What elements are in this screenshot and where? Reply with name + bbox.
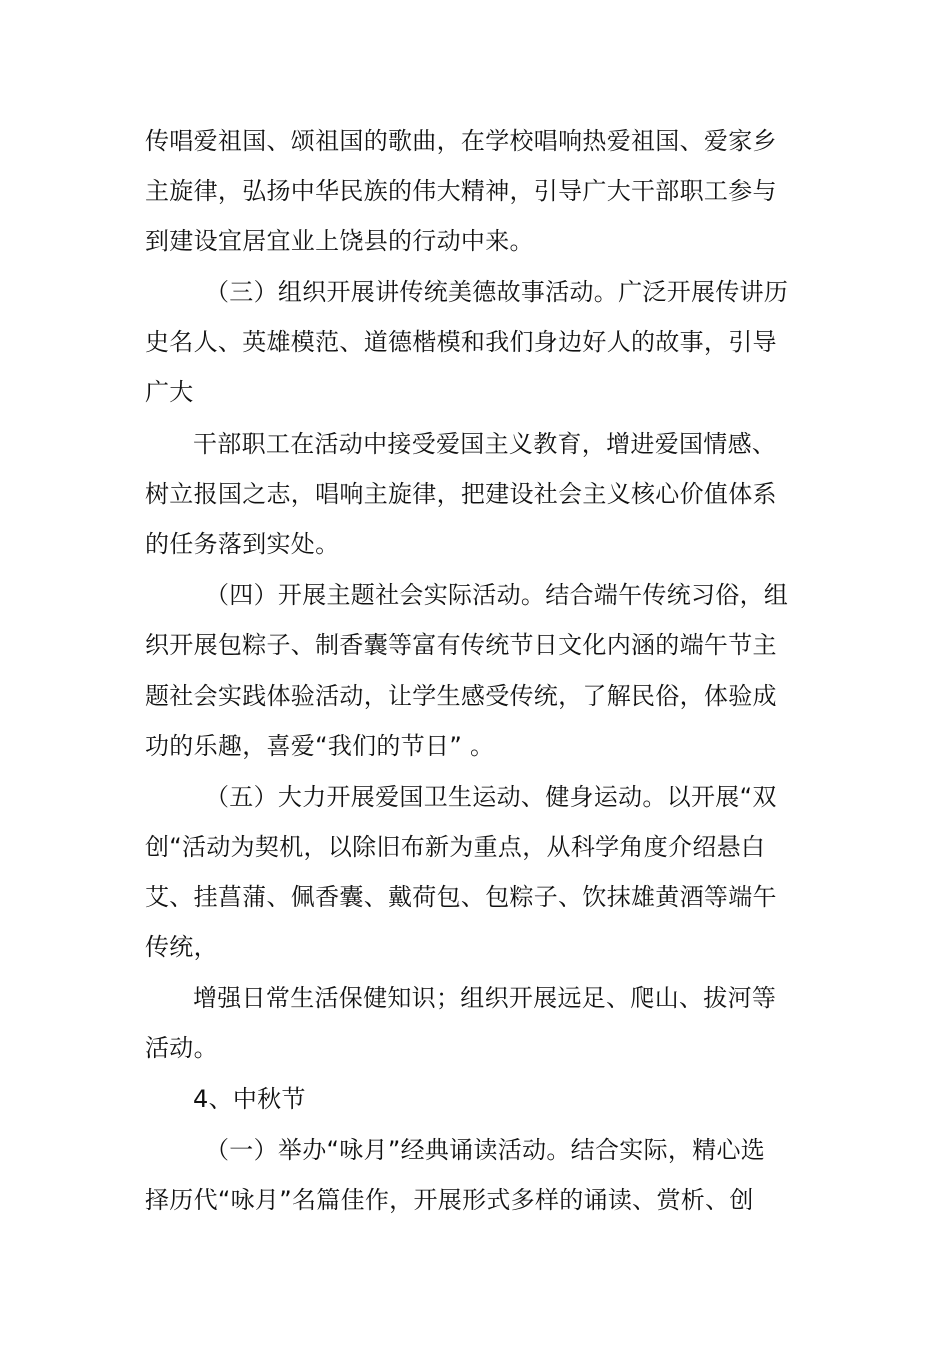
paragraph-heading: （四）开展主题社会实际活动。结合端午传统习俗，组 bbox=[205, 581, 789, 609]
text-line: 功的乐趣，喜爱“我们的节日” 。 bbox=[145, 732, 495, 760]
text-line: 活动。 bbox=[145, 1034, 218, 1062]
text-line: 主旋律，弘扬中华民族的伟大精神，引导广大干部职工参与 bbox=[145, 177, 777, 205]
text-line: 增强日常生活保健知识；组织开展远足、爬山、拔河等 bbox=[193, 984, 777, 1012]
text-line: 的任务落到实处。 bbox=[145, 530, 340, 558]
text-line: 传统， bbox=[145, 933, 218, 961]
section-heading: 4、中秋节 bbox=[193, 1085, 306, 1113]
text-line: 树立报国之志，唱响主旋律，把建设社会主义核心价值体系 bbox=[145, 480, 777, 508]
text-line: 传唱爱祖国、颂祖国的歌曲，在学校唱响热爱祖国、爱家乡 bbox=[145, 127, 777, 155]
text-line: 广大 bbox=[145, 378, 194, 406]
text-line: 艾、挂菖蒲、佩香囊、戴荷包、包粽子、饮抹雄黄酒等端午 bbox=[145, 883, 777, 911]
paragraph-heading: （一）举办“咏月”经典诵读活动。结合实际，精心选 bbox=[205, 1136, 766, 1164]
paragraph-heading: （三）组织开展讲传统美德故事活动。广泛开展传讲历 bbox=[205, 278, 789, 306]
text-line: 到建设宜居宜业上饶县的行动中来。 bbox=[145, 227, 534, 255]
text-line: 史名人、英雄模范、道德楷模和我们身边好人的故事，引导 bbox=[145, 328, 777, 356]
text-line: 织开展包粽子、制香囊等富有传统节日文化内涵的端午节主 bbox=[145, 631, 777, 659]
text-line: 干部职工在活动中接受爱国主义教育，增进爱国情感、 bbox=[193, 430, 777, 458]
text-line: 创“活动为契机，以除旧布新为重点，从科学角度介绍悬白 bbox=[145, 833, 766, 861]
paragraph-heading: （五）大力开展爱国卫生运动、健身运动。以开展“双 bbox=[205, 783, 777, 811]
text-line: 择历代“咏月”名篇佳作，开展形式多样的诵读、赏析、创 bbox=[145, 1186, 754, 1214]
text-line: 题社会实践体验活动，让学生感受传统，了解民俗，体验成 bbox=[145, 682, 777, 710]
